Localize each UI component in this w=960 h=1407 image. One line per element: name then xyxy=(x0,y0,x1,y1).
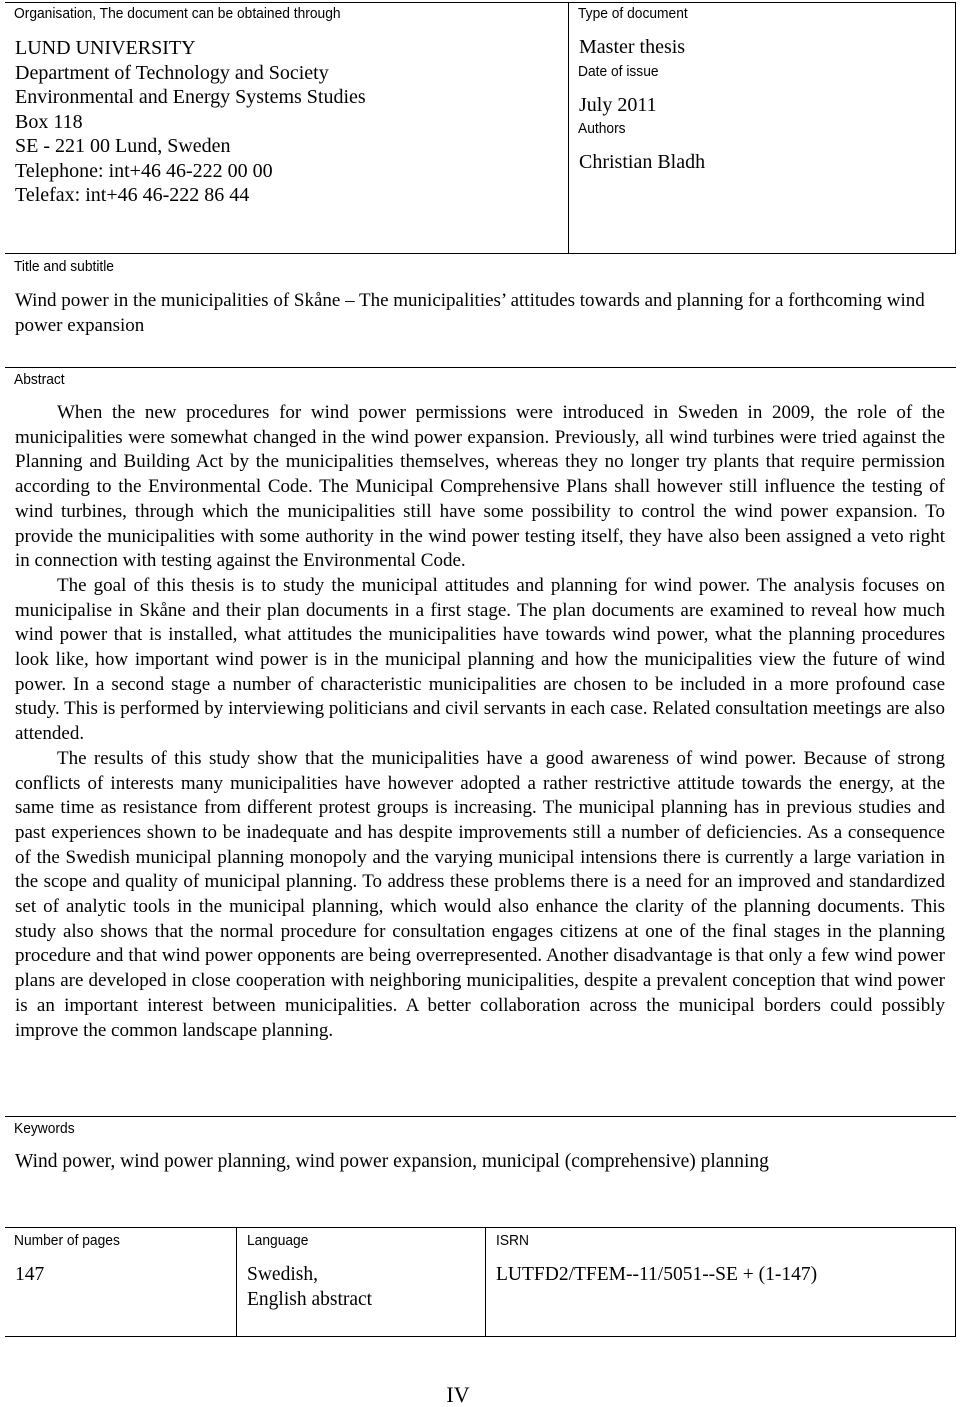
date-of-issue-label: Date of issue xyxy=(578,63,659,80)
footer-table-top-rule xyxy=(5,1227,956,1228)
abstract-body xyxy=(15,401,945,1043)
organisation-line: Department of Technology and Society xyxy=(15,61,329,84)
organisation-line: SE - 221 00 Lund, Sweden xyxy=(15,135,231,157)
abstract-bottom-rule xyxy=(5,1116,956,1117)
right-border xyxy=(955,2,956,254)
date-of-issue-value: July 2011 xyxy=(579,94,657,116)
title-bottom-rule xyxy=(5,367,956,368)
organisation-line: Environmental and Energy Systems Studies xyxy=(15,86,366,108)
type-of-document-value: Master thesis xyxy=(579,36,686,58)
document-title: Wind power in the municipalities of Skåne – The municipalities’ attitudes towards and planning for a forthcoming wind power expansion xyxy=(15,290,925,336)
top-border xyxy=(5,2,955,3)
organisation-line: Telefax: int+46 46-222 86 44 xyxy=(15,184,250,206)
abstract-paragraph: The goal of this thesis is to study the municipal attitudes and planning for wind power. The analysis focuses on municipalise in Skåne and their plan documents in a first stage. The plan documents are examined to reveal how much wind power that is installed, what attitudes the municipalities have towards wind power, what the planning procedures look like, how important wind power is in the municipal planning and how the municipalities view the future of wind power. In a second stage a number of characteristic municipalities are chosen to be included in a more profound case study. This is performed by interviewing politicians and civil servants in each case. Related consultation meetings are also attended. xyxy=(15,574,945,745)
language-line: English abstract xyxy=(247,1289,373,1310)
organisation-line: Box 118 xyxy=(15,110,83,133)
number-of-pages-value: 147 xyxy=(15,1264,45,1285)
organisation-label: Organisation, The document can be obtained through xyxy=(14,5,341,22)
organisation-line: Telephone: int+46 46-222 00 00 xyxy=(15,159,273,182)
type-of-document-label: Type of document xyxy=(578,5,688,22)
title-label: Title and subtitle xyxy=(14,258,114,275)
keywords-text: Wind power, wind power planning, wind power expansion, municipal (comprehensive) planning xyxy=(15,1151,769,1172)
abstract-paragraph: The results of this study show that the municipalities have a good awareness of wind power. Because of strong conflicts of interests many municipalities have however adopted a rather restrictive attitude towards the energy, at the same time as resistance from different protest groups is increasing. The municipal planning has in previous studies and past experiences shown to be inadequate and has despite improvements still a number of deficiencies. As a consequence of the Swedish municipal planning monopoly and the varying municipal intensions there is currently a large variation in the scope and quality of municipal planning. To address these problems there is a need for an improved and standardized set of analytic tools in the municipal planning, which would also enhance the clarity of the planning documents. This study also shows that the normal procedure for consultation engages citizens at one of the final stages in the planning procedure and that wind power opponents are being overrepresented. Another disadvantage is that only a few wind power plans are developed in close cooperation with neighboring municipalities, despite a prevalent conception that wind power is an important interest between municipalities. A better collaboration across the municipal borders could possibly improve the common landscape planning. xyxy=(15,747,945,1041)
authors-value: Christian Bladh xyxy=(579,151,706,173)
number-of-pages-label: Number of pages xyxy=(14,1232,120,1249)
footer-divider-1 xyxy=(236,1227,237,1337)
header-bottom-rule xyxy=(5,253,956,254)
keywords-label: Keywords xyxy=(14,1120,75,1137)
organisation-line: LUND UNIVERSITY xyxy=(15,37,196,59)
authors-label: Authors xyxy=(578,120,626,137)
abstract-paragraph: When the new procedures for wind power permissions were introduced in Sweden in 2009, the role of the municipalities were somewhat changed in the wind power expansion. Previously, all wind turbines were tried against the Planning and Building Act by the municipalities themselves, whereas they no longer try plants that require permission according to the Environmental Code. The Municipal Comprehensive Plans shall however still influence the testing of wind turbines, through which the municipalities still have some possibility to control the wind power expansion. To provide the municipalities with some authority in the wind power testing itself, they have also been assigned a veto right in connection with testing against the Environmental Code. xyxy=(15,402,945,572)
page-number: IV xyxy=(446,1382,470,1407)
footer-divider-2 xyxy=(485,1227,486,1337)
language-label: Language xyxy=(247,1232,309,1249)
organisation-address xyxy=(15,36,555,208)
isrn-label: ISRN xyxy=(496,1232,529,1249)
language-line: Swedish, xyxy=(247,1264,318,1285)
header-column-divider xyxy=(568,2,569,254)
language-value xyxy=(247,1262,372,1312)
isrn-value: LUTFD2/TFEM--11/5051--SE + (1-147) xyxy=(496,1264,818,1285)
footer-table-bottom-rule xyxy=(5,1336,956,1337)
abstract-label: Abstract xyxy=(14,371,65,388)
footer-right-border xyxy=(955,1227,956,1337)
